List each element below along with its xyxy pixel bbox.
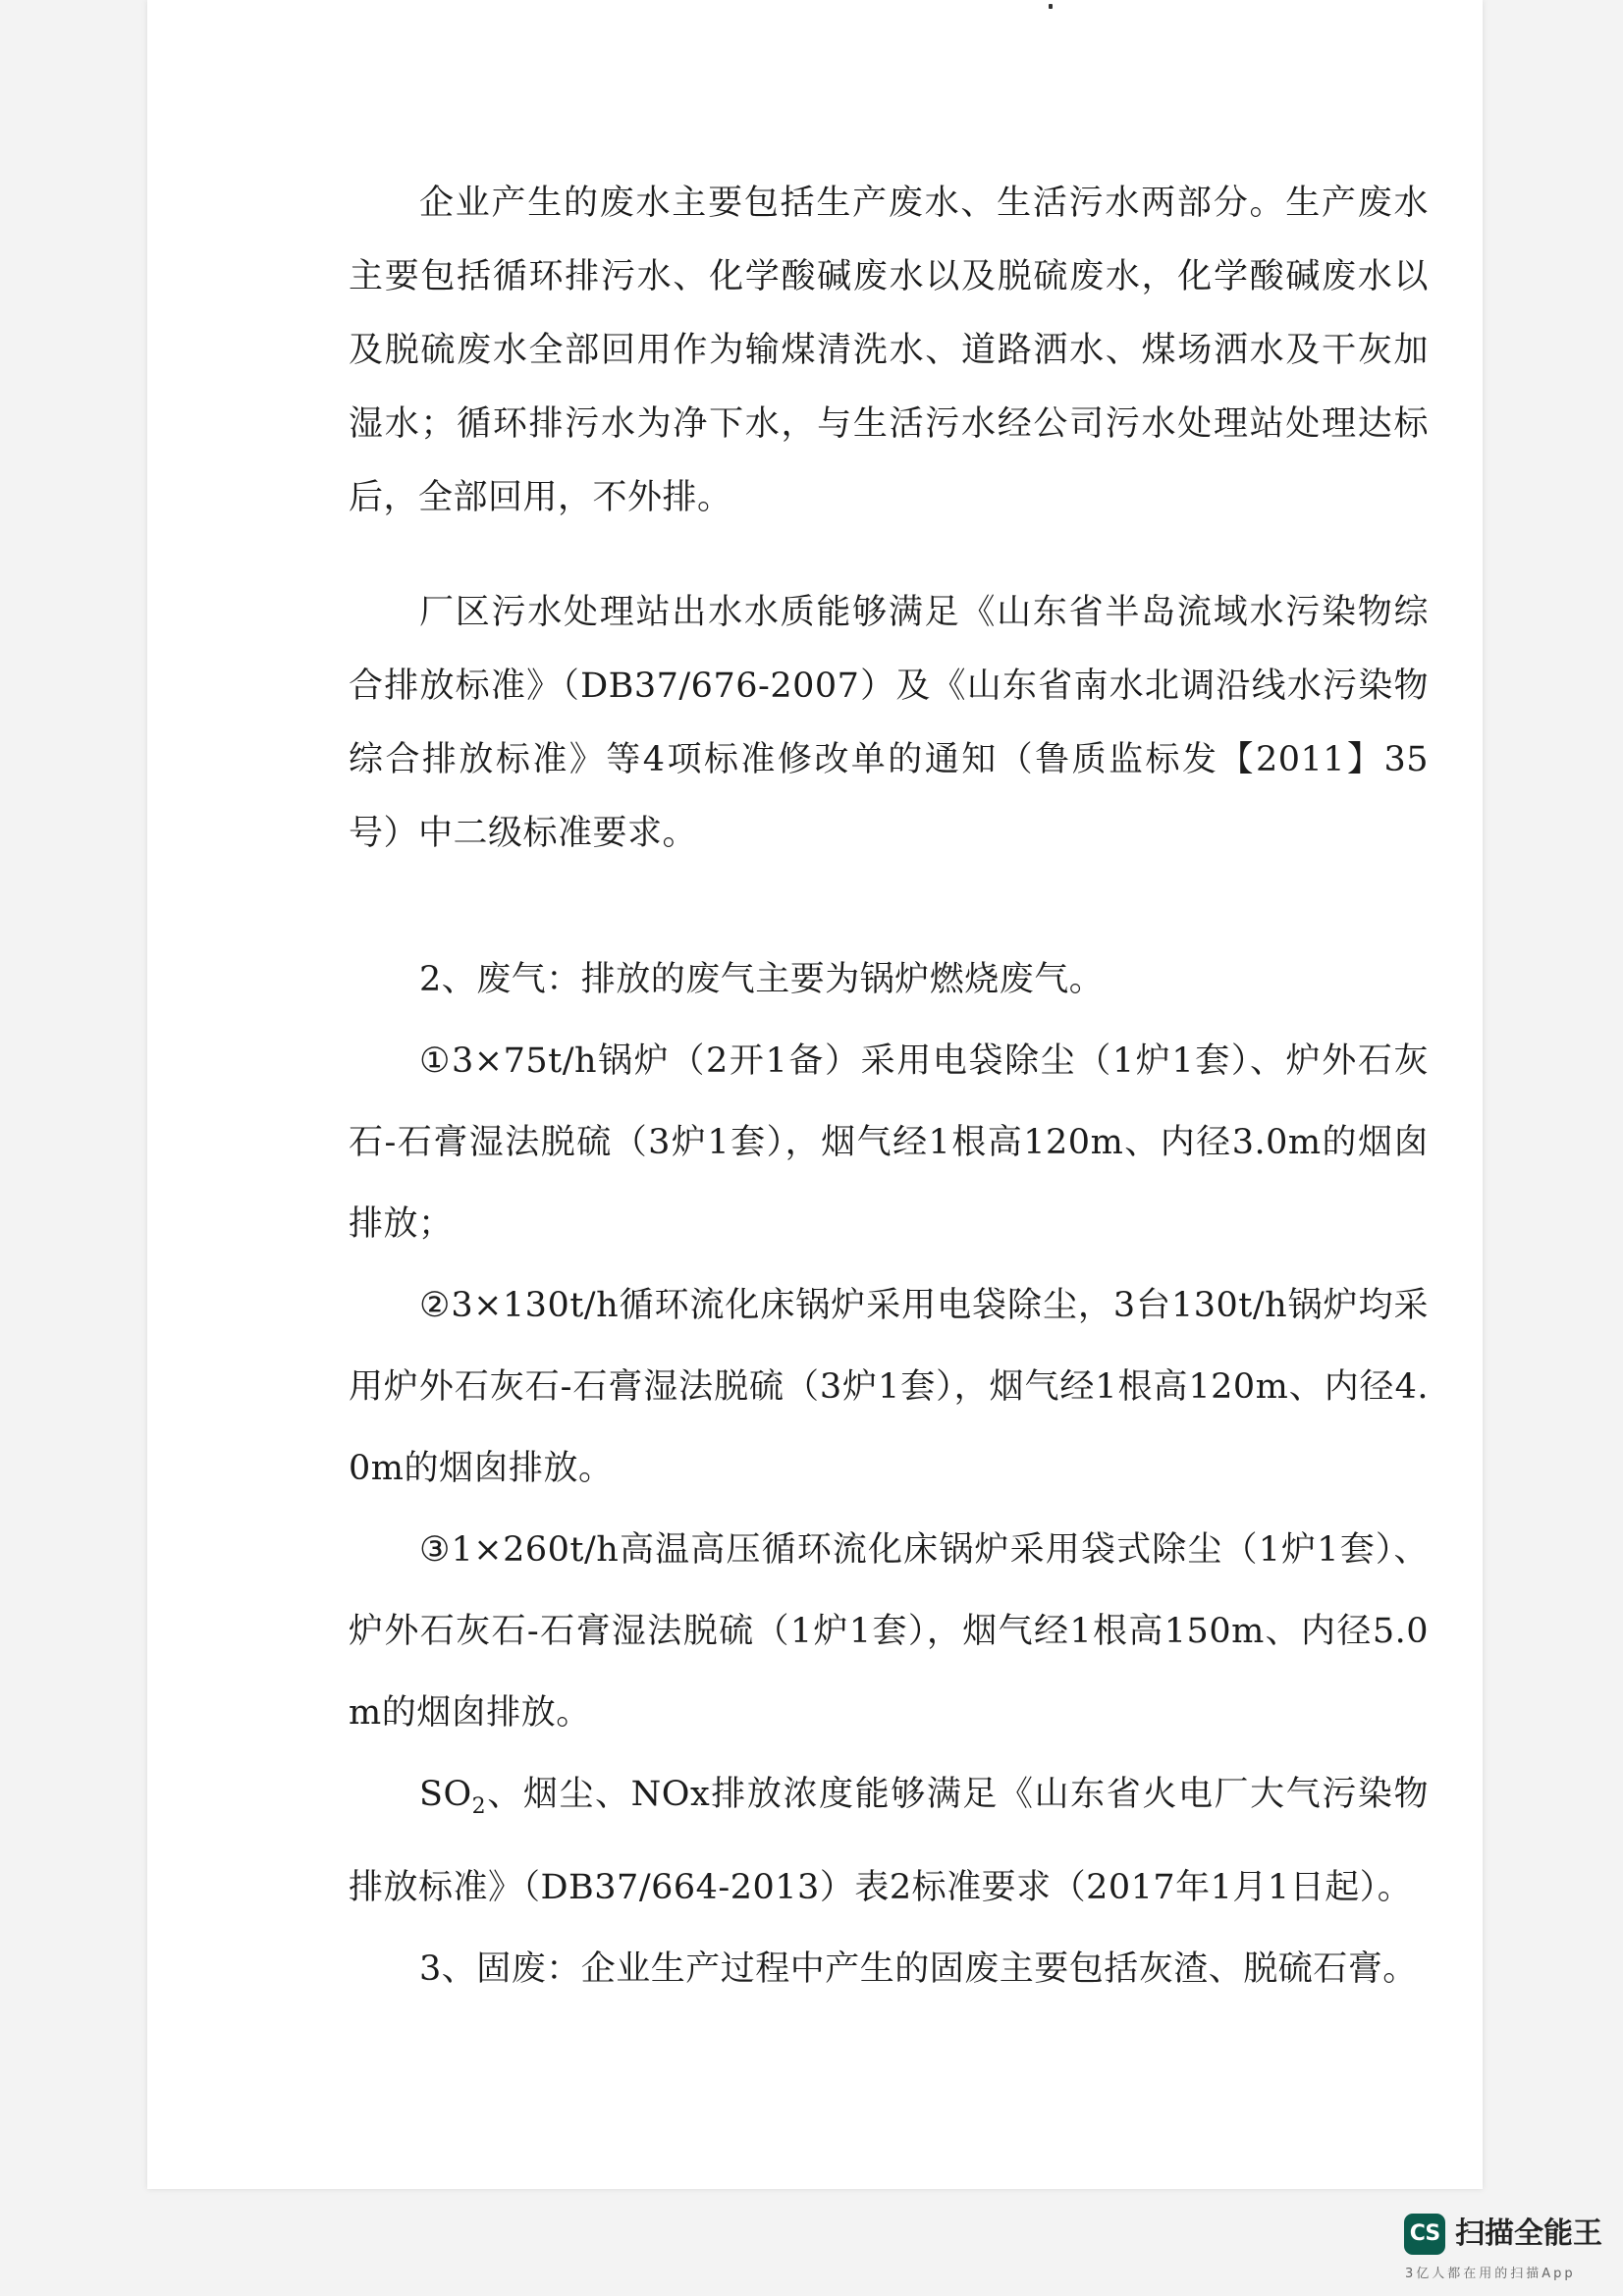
- paragraph-wastewater: 企业产生的废水主要包括生产废水、生活污水两部分。生产废水主要包括循环排污水、化学酸碱废水以及脱硫废水，化学酸碱废水以及脱硫废水全部回用作为输煤清洗水、道路洒水、煤场洒水及干灰加湿水；循环排污水为净下水，与生活污水经公司污水处理站处理达标后，全部回用，不外排。: [349, 184, 1429, 517]
- camscanner-tagline: 3亿人都在用的扫描App: [1405, 2267, 1576, 2281]
- camscanner-logo-icon: CS: [1404, 2214, 1445, 2255]
- paragraph-exhaust-heading: 2、废气：排放的废气主要为锅炉燃烧废气。: [419, 960, 1105, 999]
- so2-symbol: SO: [419, 1775, 472, 1814]
- paragraph-boiler-75t: ①3×75t/h锅炉（2开1备）采用电袋除尘（1炉1套）、炉外石灰石-石膏湿法脱硫（3炉1套），烟气经1根高120m、内径3.0m的烟囱排放；: [349, 1041, 1429, 1244]
- paragraph-boiler-260t: ③1×260t/h高温高压循环流化床锅炉采用袋式除尘（1炉1套）、炉外石灰石-石膏湿法脱硫（1炉1套），烟气经1根高150m、内径5.0m的烟囱排放。: [349, 1530, 1429, 1733]
- camscanner-watermark: [1404, 2214, 1610, 2282]
- so2-subscript: 2: [471, 1794, 487, 1819]
- document-body: [349, 167, 1429, 2010]
- camscanner-name: 扫描全能王: [1455, 2216, 1602, 2251]
- paragraph-boiler-130t: ②3×130t/h循环流化床锅炉采用电袋除尘，3台130t/h锅炉均采用炉外石灰石-石膏湿法脱硫（3炉1套），烟气经1根高120m、内径4.0m的烟囱排放。: [349, 1286, 1429, 1488]
- scan-mark: [1049, 4, 1053, 9]
- paragraph-solid-waste: 3、固废：企业生产过程中产生的固废主要包括灰渣、脱硫石膏。: [419, 1949, 1418, 1989]
- paragraph-so2-standard: [349, 1754, 1429, 1929]
- paragraph-wastewater-standard: 厂区污水处理站出水水质能够满足《山东省半岛流域水污染物综合排放标准》（DB37/676-2007）及《山东省南水北调沿线水污染物综合排放标准》等4项标准修改单的通知（鲁质监标发【2011】35号）中二级标准要求。: [349, 593, 1429, 853]
- so2-text: 、烟尘、NOx排放浓度能够满足《山东省火电厂大气污染物排放标准》（DB37/664-2013）表2标准要求（2017年1月1日起）。: [349, 1775, 1429, 1907]
